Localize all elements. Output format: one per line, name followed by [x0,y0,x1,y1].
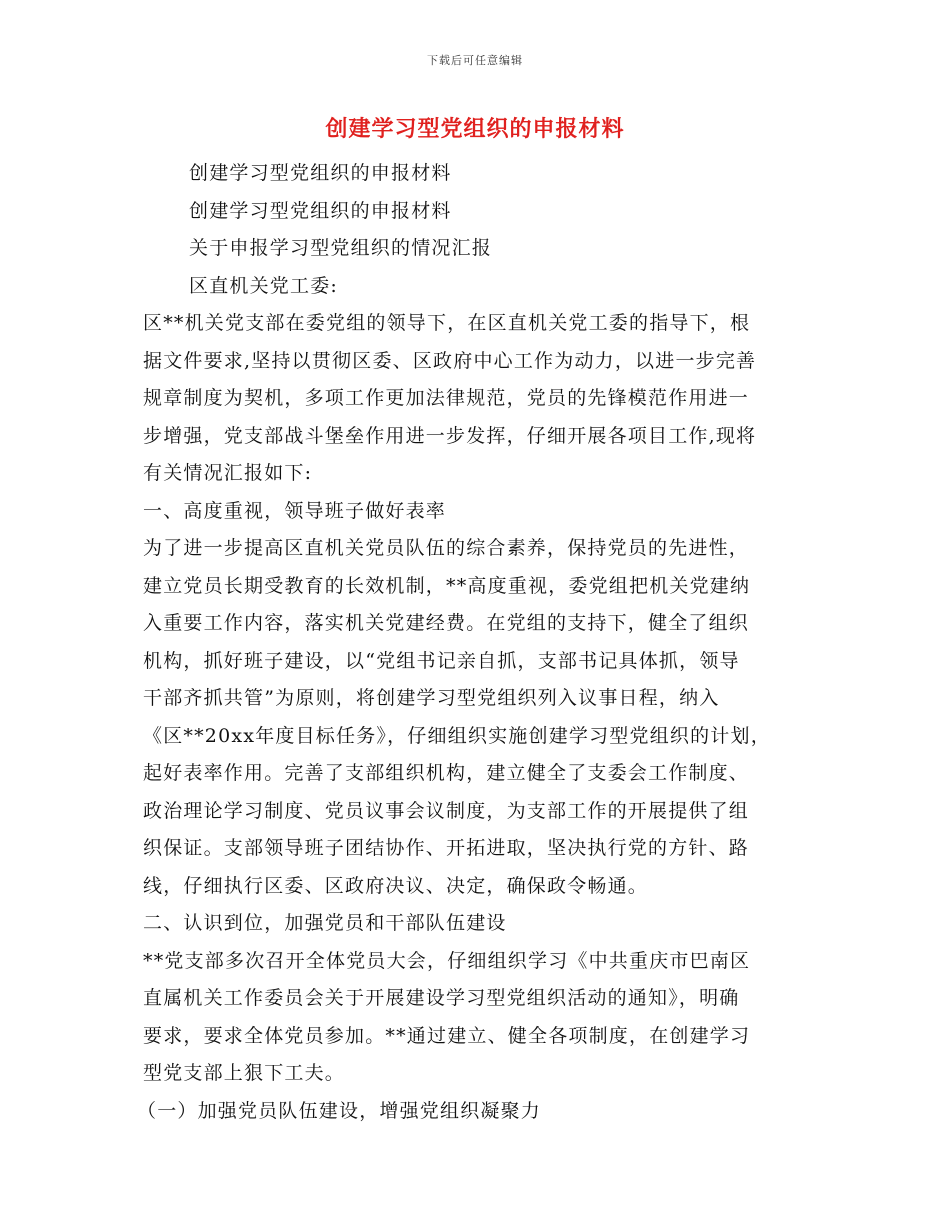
body-line: 起好表率作用。完善了支部组织机构，建立健全了支委会工作制度、 [143,762,750,784]
body-line: 一、高度重视，领导班子做好表率 [143,499,447,522]
body-line: 区直机关党工委: [189,274,339,297]
body-line: 步增强，党支部战斗堡垒作用进一步发挥，仔细开展各项目工作,现将 [143,424,757,447]
body-line: （一）加强党员队伍建设，增强党组织凝聚力 [137,1099,542,1122]
document-title: 创建学习型党组织的申报材料 [325,116,625,142]
body-line: 二、认识到位，加强党员和干部队伍建设 [143,912,507,934]
body-line: 规章制度为契机，多项工作更加法律规范，党员的先锋模范作用进一 [143,387,750,409]
body-line: 《区**20xx年度目标任务》，仔细组织实施创建学习型党组织的计划， [143,724,771,747]
body-line: 干部齐抓共管”为原则，将创建学习型党组织列入议事日程，纳入 [143,687,720,709]
body-line: **党支部多次召开全体党员大会，仔细组织学习《中共重庆市巴南区 [143,949,751,972]
body-line: 线，仔细执行区委、区政府决议、决定，确保政令畅通。 [143,874,649,897]
body-line: 有关情况汇报如下: [143,462,313,484]
body-line: 区**机关党支部在委党组的领导下，在区直机关党工委的指导下，根 [143,312,751,334]
body-line: 建立党员长期受教育的长效机制，**高度重视，委党组把机关党建纳 [143,574,751,597]
body-line: 织保证。支部领导班子团结协作、开拓进取，坚决执行党的方针、路 [143,837,750,859]
body-line: 直属机关工作委员会关于开展建设学习型党组织活动的通知》，明确 [143,987,740,1009]
body-line: 机构，抓好班子建设，以“党组书记亲自抓，支部书记具体抓，领导 [143,649,740,672]
body-line: 型党支部上狠下工夫。 [143,1062,346,1084]
body-line: 政治理论学习制度、党员议事会议制度，为支部工作的开展提供了组 [143,799,750,822]
body-line: 创建学习型党组织的申报材料 [189,199,452,222]
body-line: 关于申报学习型党组织的情况汇报 [189,237,493,259]
body-line: 入重要工作内容，落实机关党建经费。在党组的支持下，健全了组织 [143,612,750,634]
body-line: 据文件要求,坚持以贯彻区委、区政府中心工作为动力，以进一步完善 [143,349,757,372]
body-line: 创建学习型党组织的申报材料 [189,162,452,184]
page-header-note: 下载后可任意编辑 [427,54,523,67]
body-line: 为了进一步提高区直机关党员队伍的综合素养，保持党员的先进性， [143,537,750,559]
document-body [137,155,818,1130]
body-line: 要求，要求全体党员参加。**通过建立、健全各项制度，在创建学习 [143,1024,751,1047]
